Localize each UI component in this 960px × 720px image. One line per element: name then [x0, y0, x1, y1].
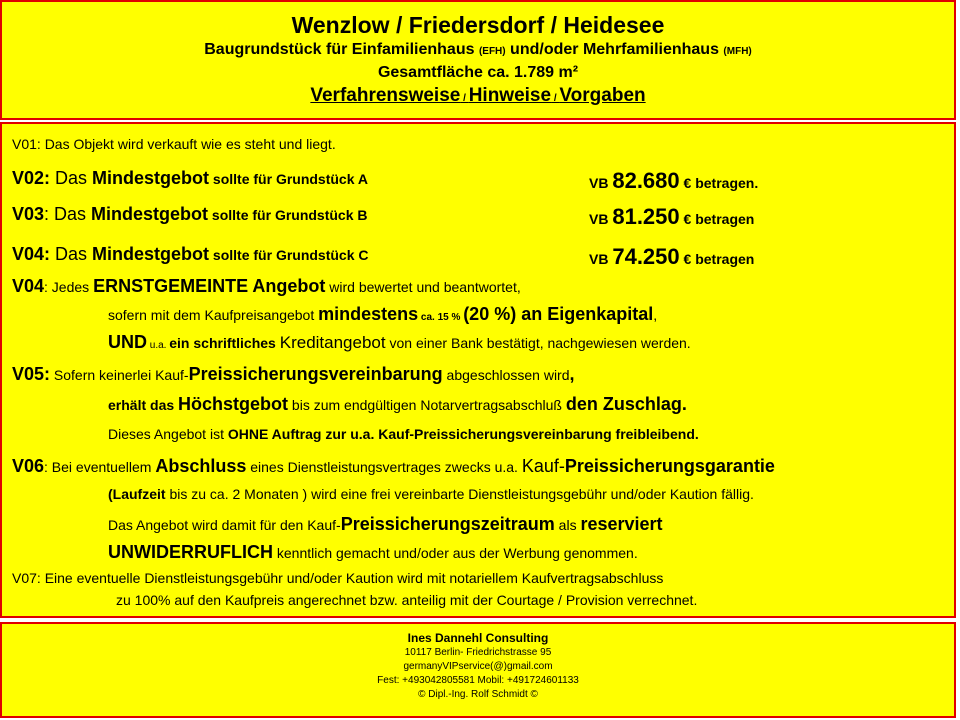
rule-text: Dieses Angebot ist — [108, 426, 228, 442]
rule-text: sollte für Grundstück A — [209, 171, 368, 187]
rule-v04-credit — [108, 332, 691, 353]
company-address: 10117 Berlin- Friedrichstrasse 95 — [404, 647, 552, 658]
rule-text: , — [569, 364, 575, 384]
rules-panel — [0, 122, 956, 618]
price-suffix: € betragen — [679, 211, 755, 227]
rule-text: V07: Eine eventuelle Dienstleistungsgebühr und/oder Kaution wird mit notariellem Kaufvertragsabschluss — [12, 570, 664, 586]
rule-keyword: den Zuschlag. — [565, 394, 687, 414]
rule-v07 — [12, 570, 663, 586]
price-suffix: € betragen. — [679, 175, 759, 191]
price-value: 82.680 — [612, 168, 680, 193]
subtitle-property-type — [2, 40, 954, 62]
rule-text: bis zum endgültigen Notarvertragsabschluß — [288, 397, 566, 413]
price-prefix: VB — [589, 175, 613, 191]
rule-v07-credit — [116, 592, 697, 608]
heading-separator: / — [551, 93, 560, 104]
rule-text: Sofern keinerlei Kauf- — [50, 367, 189, 383]
rule-keyword: Preissicherungsvereinbarung — [188, 364, 443, 384]
rule-keyword: Kreditangebot — [279, 333, 386, 352]
rule-v05-highest — [108, 394, 687, 415]
subtitle-part: und/oder Mehrfamilienhaus — [505, 41, 724, 58]
heading-separator: / — [460, 93, 469, 104]
rule-text: u.a. — [147, 340, 170, 351]
rule-text: sofern mit dem Kaufpreisangebot — [108, 307, 319, 323]
rule-text: : Bei eventuellem — [44, 459, 156, 475]
rule-keyword: reserviert — [580, 514, 663, 534]
rule-text: : Das — [44, 204, 92, 224]
rule-keyword: UND — [108, 332, 147, 352]
heading-requirements: Vorgaben — [559, 85, 646, 106]
company-name: Ines Dannehl Consulting — [407, 631, 549, 645]
rule-text: bis zu ca. 2 Monaten ) wird eine frei vereinbarte Dienstleistungsgebühr und/oder Kaution fällig. — [165, 486, 754, 502]
rule-v06-irrevocable — [108, 542, 638, 563]
rule-text: ca. 15 % — [418, 312, 464, 323]
rule-text: eines Dienstleistungsvertrages zwecks u.a. — [246, 459, 522, 475]
subtitle-part: Baugrundstück für Einfamilienhaus — [204, 41, 479, 58]
rule-code: V04: — [12, 244, 51, 264]
rule-keyword: (20 %) an Eigenkapital — [463, 304, 654, 324]
rule-v04-offers — [12, 276, 521, 297]
rule-text: abgeschlossen wird — [442, 367, 570, 383]
copyright: © Dipl.-Ing. Rolf Schmidt © — [418, 689, 538, 700]
company-phone: Fest: +493042805581 Mobil: +491724601133 — [377, 675, 579, 686]
rule-text: , — [653, 307, 658, 323]
heading-procedure: Verfahrensweise — [310, 85, 461, 106]
rule-keyword: (Laufzeit — [108, 486, 166, 502]
price-b — [589, 204, 754, 230]
rule-v04-minimum — [12, 244, 369, 265]
price-c — [589, 244, 754, 270]
rule-v06-reserved — [108, 514, 663, 535]
header-panel — [0, 0, 956, 120]
price-suffix: € betragen — [679, 251, 755, 267]
rule-text: zur u.a. Kauf-Preissicherungsvereinbarung freibleibend. — [321, 426, 699, 442]
price-value: 81.250 — [612, 204, 680, 229]
rule-code: V02: — [12, 168, 51, 188]
rule-v02 — [12, 168, 368, 189]
rule-text: kenntlich gemacht und/oder aus der Werbung genommen. — [272, 545, 638, 561]
rule-v06-term — [108, 486, 754, 502]
price-prefix: VB — [589, 251, 613, 267]
total-area: Gesamtfläche ca. 1.789 m² — [377, 64, 579, 81]
rule-text: : Jedes — [44, 279, 94, 295]
rule-keyword: Höchstgebot — [178, 394, 289, 414]
rule-keyword: Preissicherungsgarantie — [564, 456, 775, 476]
rule-text: Das — [50, 168, 93, 188]
rule-text: sollte für Grundstück C — [209, 247, 369, 263]
rule-code: V03 — [12, 204, 45, 224]
rule-text: als — [554, 517, 581, 533]
section-heading — [2, 84, 954, 111]
rule-text: sollte für Grundstück B — [208, 207, 368, 223]
rule-code: V04 — [12, 276, 45, 296]
rule-text: wird bewertet und beantwortet, — [325, 279, 521, 295]
rule-text: erhält das — [108, 397, 179, 413]
price-value: 74.250 — [612, 244, 680, 269]
rule-code: V05: — [12, 364, 51, 384]
rule-v03 — [12, 204, 368, 225]
rule-text: Das — [50, 244, 93, 264]
rule-text: von einer Bank bestätigt, nachgewiesen werden. — [385, 335, 691, 351]
rule-v01 — [12, 136, 336, 152]
heading-notes: Hinweise — [468, 85, 552, 106]
rule-v06 — [12, 456, 775, 477]
rule-text: ein schriftliches — [169, 335, 280, 351]
rule-keyword: Mindestgebot — [92, 168, 210, 188]
rule-keyword: UNWIDERRUFLICH — [108, 542, 273, 562]
price-a — [589, 168, 758, 194]
rule-keyword: OHNE Auftrag — [227, 426, 322, 442]
rule-v05-nonbinding — [108, 426, 699, 442]
rule-keyword: Preissicherungszeitraum — [340, 514, 555, 534]
subtitle-efh: (EFH) — [478, 46, 506, 57]
rule-v05 — [12, 364, 575, 385]
subtitle-mfh: (MFH) — [723, 46, 752, 57]
rule-text: zu 100% auf den Kaufpreis angerechnet bzw. anteilig mit der Courtage / Provision verrechnet. — [116, 592, 698, 608]
rule-text: V01: Das Objekt wird verkauft wie es steht und liegt. — [12, 136, 336, 152]
rule-text: Kauf- — [521, 456, 565, 476]
rule-v04-equity — [108, 304, 657, 325]
footer-panel — [0, 622, 956, 718]
company-email: germanyVIPservice(@)gmail.com — [403, 661, 553, 672]
price-prefix: VB — [589, 211, 613, 227]
rule-text: Das Angebot wird damit für den Kauf- — [108, 517, 341, 533]
rule-keyword: ERNSTGEMEINTE Angebot — [93, 276, 326, 296]
rule-keyword: Mindestgebot — [91, 204, 209, 224]
rule-keyword: Mindestgebot — [92, 244, 210, 264]
rule-code: V06 — [12, 456, 45, 476]
rule-keyword: mindestens — [318, 304, 419, 324]
page-title: Wenzlow / Friedersdorf / Heidesee — [291, 12, 665, 38]
rule-keyword: Abschluss — [155, 456, 247, 476]
